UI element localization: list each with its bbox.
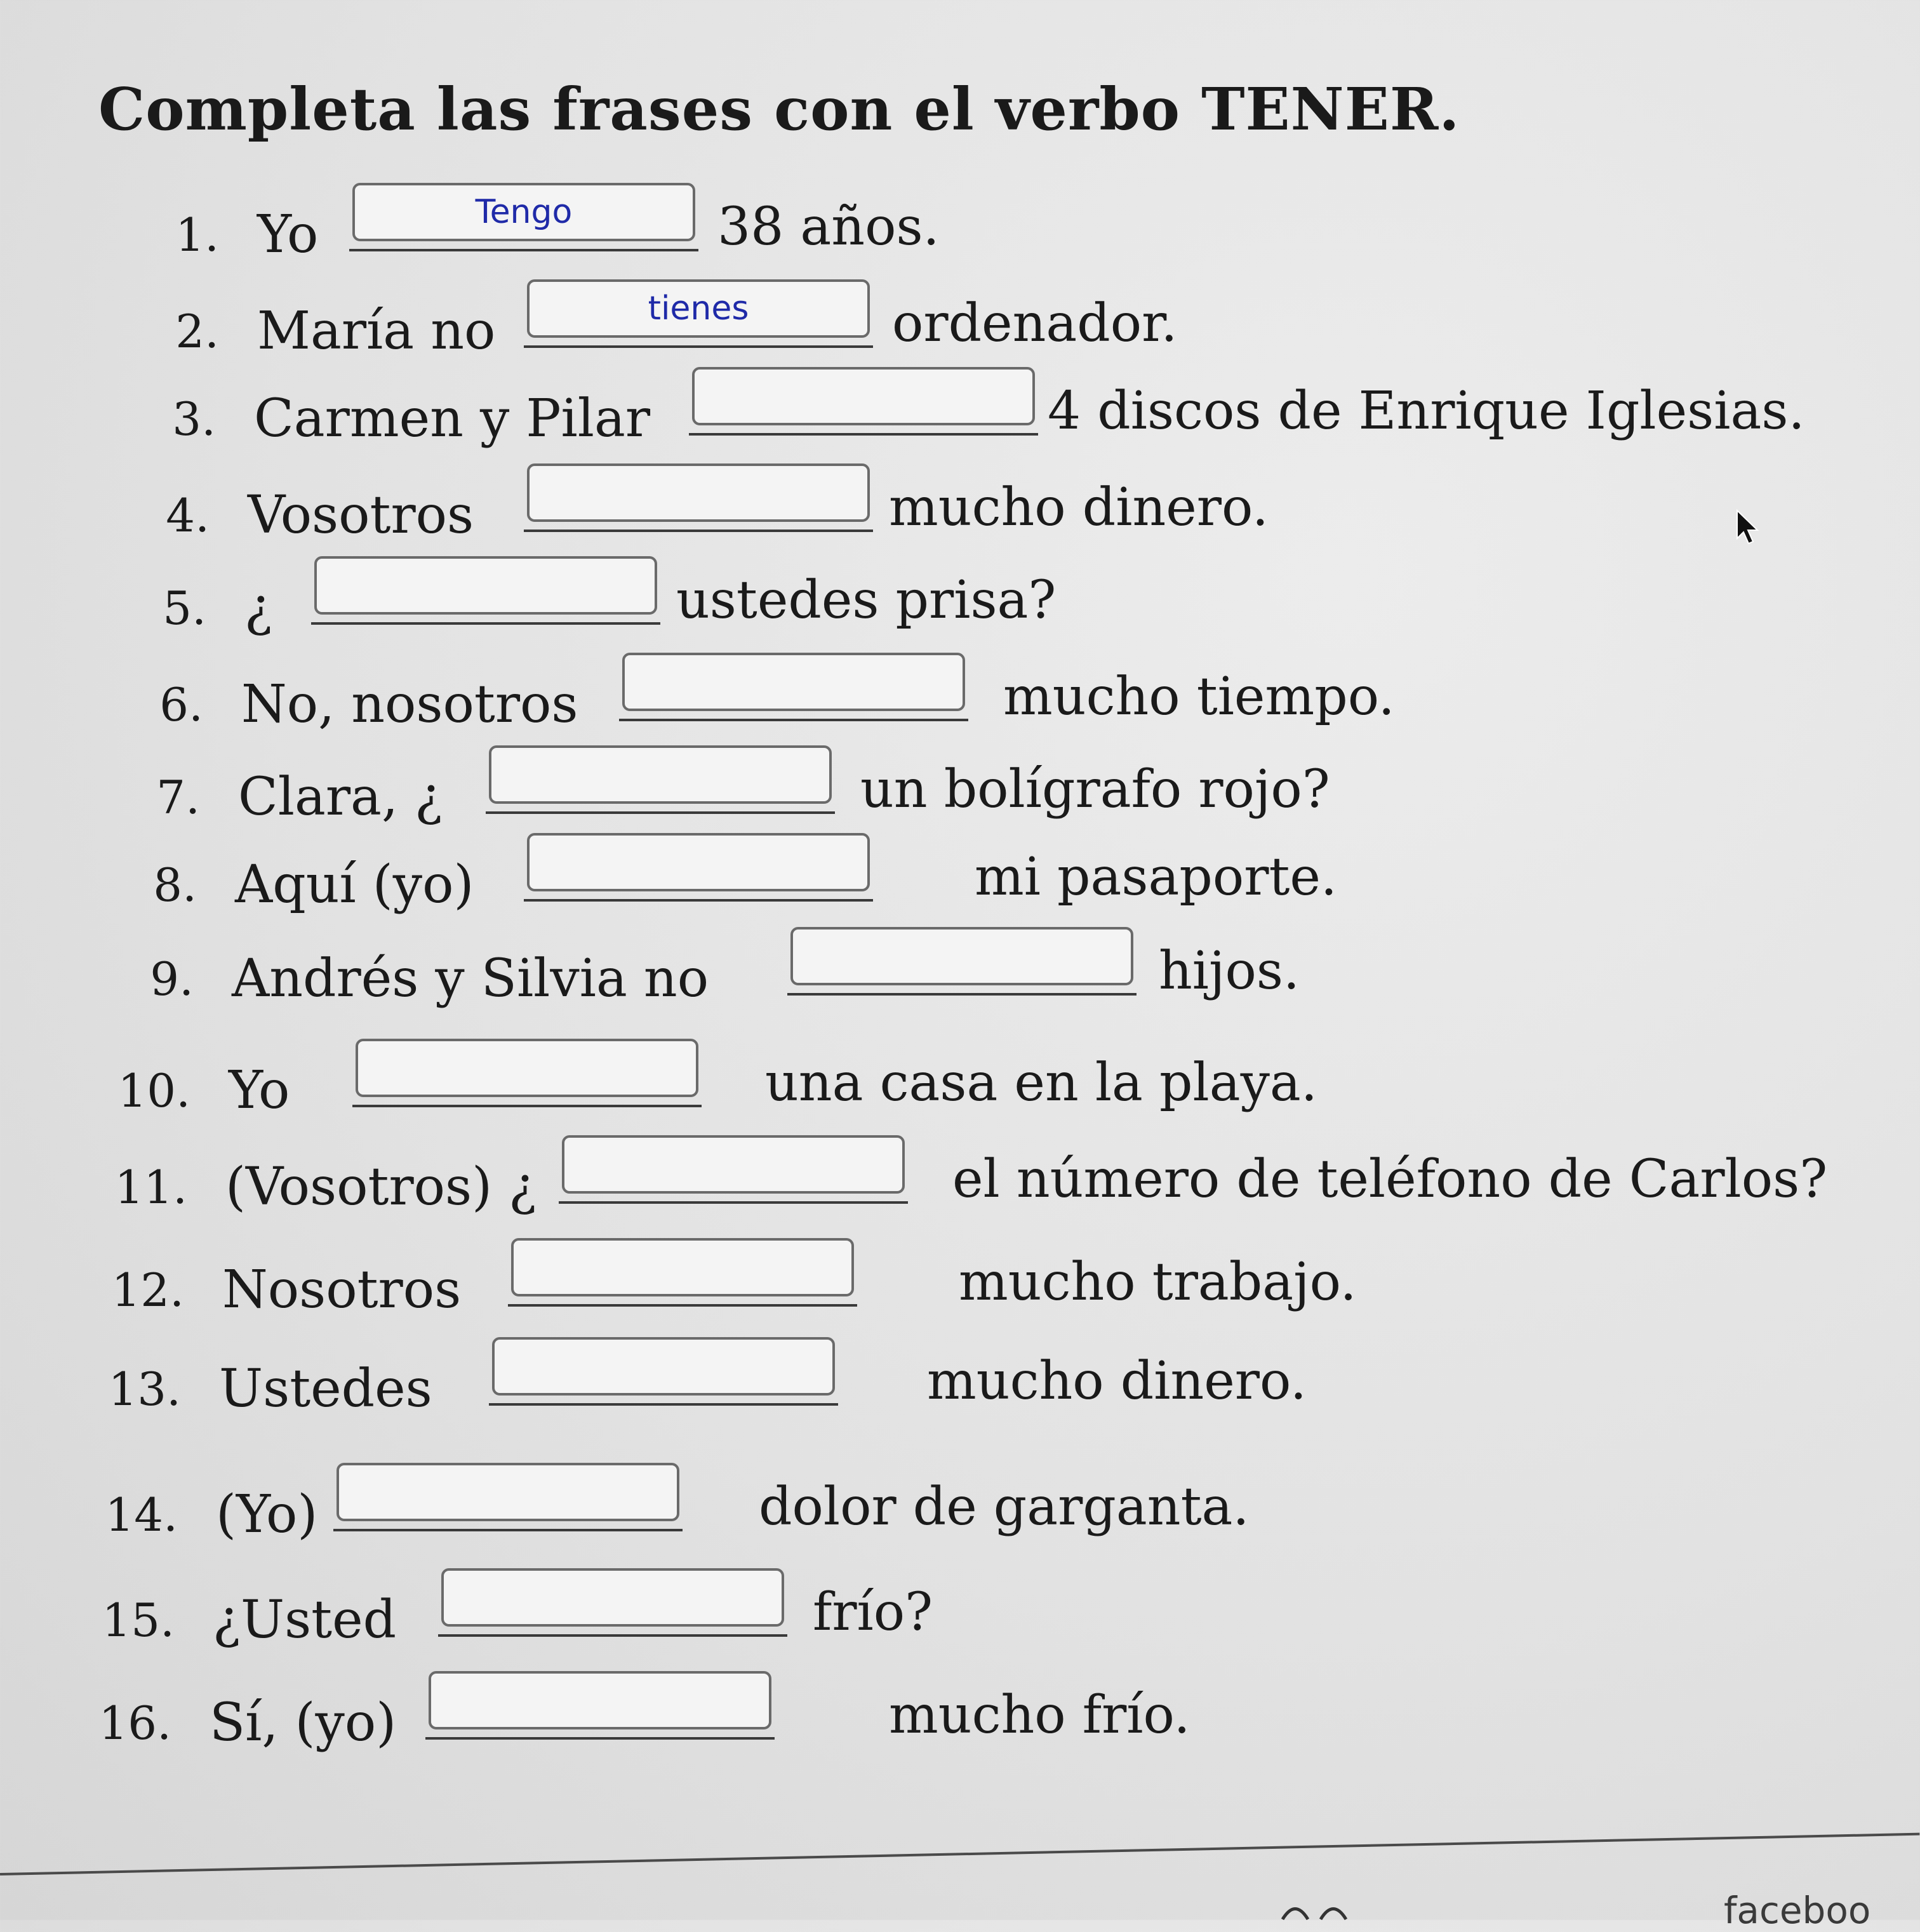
exercise-suffix: mucho dinero. — [889, 477, 1269, 538]
answer-underline — [438, 1634, 787, 1637]
answer-underline — [489, 1403, 838, 1406]
exercise-prefix: Nosotros — [222, 1260, 462, 1320]
answer-underline — [352, 1105, 702, 1107]
exercise-suffix: ordenador. — [892, 293, 1178, 354]
answer-field[interactable] — [562, 1135, 905, 1194]
exercise-suffix: ustedes prisa? — [676, 570, 1057, 630]
corner-facebook-text: faceboo — [1724, 1889, 1871, 1932]
exercise-suffix: mucho frío. — [889, 1685, 1190, 1745]
mouse-cursor-icon — [1733, 508, 1765, 546]
exercise-prefix: Yo — [229, 1060, 290, 1121]
answer-field[interactable] — [429, 1671, 771, 1729]
exercise-prefix: Sí, (yo) — [210, 1693, 397, 1753]
exercise-number: 1. — [175, 208, 219, 262]
answer-underline — [486, 811, 835, 814]
exercise-suffix: mi pasaporte. — [975, 847, 1337, 907]
exercise-prefix: María no — [257, 301, 496, 361]
answer-field[interactable] — [527, 833, 870, 891]
exercise-number: 16. — [98, 1696, 171, 1750]
exercise-suffix: el número de teléfono de Carlos? — [952, 1149, 1828, 1209]
answer-underline — [508, 1304, 857, 1307]
bottom-divider — [0, 1833, 1919, 1875]
exercise-number: 4. — [166, 489, 210, 542]
exercise-number: 12. — [111, 1263, 184, 1317]
answer-underline — [524, 530, 873, 532]
answer-underline — [333, 1529, 683, 1531]
exercise-suffix: mucho tiempo. — [1003, 667, 1395, 727]
answer-field[interactable] — [692, 367, 1035, 425]
exercise-suffix: 4 discos de Enrique Iglesias. — [1048, 381, 1805, 441]
exercise-prefix: Vosotros — [248, 485, 474, 545]
exercise-prefix: Andrés y Silvia no — [232, 949, 709, 1009]
answer-underline — [559, 1201, 908, 1204]
answer-underline — [311, 622, 660, 625]
answer-field[interactable] — [441, 1568, 784, 1627]
exercise-number: 2. — [175, 305, 219, 358]
answer-field[interactable] — [356, 1039, 698, 1097]
answer-underline — [349, 249, 698, 251]
exercise-suffix: dolor de garganta. — [759, 1477, 1250, 1537]
exercise-suffix: mucho trabajo. — [959, 1252, 1357, 1312]
answer-underline — [689, 433, 1038, 436]
exercise-prefix: No, nosotros — [241, 674, 578, 735]
answer-field[interactable] — [489, 745, 832, 804]
exercise-suffix: mucho dinero. — [927, 1351, 1307, 1411]
answer-field[interactable] — [511, 1238, 854, 1296]
exercise-number: 9. — [150, 952, 194, 1006]
answer-field[interactable] — [527, 463, 870, 522]
answer-field[interactable] — [337, 1463, 679, 1521]
exercise-prefix: Aquí (yo) — [235, 855, 474, 915]
partial-glyph-icon — [1276, 1895, 1390, 1921]
answer-field[interactable] — [527, 279, 870, 338]
answer-field[interactable] — [622, 653, 965, 711]
exercise-suffix: hijos. — [1159, 941, 1300, 1001]
exercise-prefix: Yo — [257, 204, 319, 265]
exercise-number: 13. — [108, 1362, 181, 1416]
answer-underline — [787, 993, 1137, 996]
answer-field[interactable] — [790, 927, 1133, 985]
answer-field[interactable] — [314, 556, 657, 615]
exercise-suffix: 38 años. — [717, 197, 940, 257]
exercise-suffix: un bolígrafo rojo? — [860, 759, 1330, 820]
answer-underline — [619, 719, 968, 721]
exercise-prefix: Ustedes — [219, 1359, 432, 1419]
exercise-number: 15. — [102, 1594, 175, 1647]
exercise-prefix: (Yo) — [216, 1484, 318, 1545]
exercise-prefix: (Vosotros) ¿ — [225, 1157, 537, 1217]
exercise-suffix: frío? — [813, 1582, 933, 1642]
answer-underline — [524, 899, 873, 902]
exercise-number: 6. — [159, 678, 203, 731]
exercise-number: 11. — [114, 1161, 187, 1214]
exercise-prefix: Clara, ¿ — [238, 767, 443, 827]
answer-field[interactable] — [492, 1337, 835, 1396]
exercise-number: 3. — [172, 392, 216, 446]
exercise-number: 7. — [156, 771, 200, 824]
exercise-prefix: ¿Usted — [213, 1590, 397, 1650]
exercise-number: 8. — [153, 858, 197, 912]
exercise-prefix: ¿ — [244, 578, 272, 638]
exercise-number: 14. — [105, 1488, 178, 1542]
exercise-number: 5. — [163, 582, 206, 635]
answer-field[interactable] — [352, 183, 695, 241]
exercise-number: 10. — [117, 1064, 190, 1117]
answer-underline — [524, 345, 873, 348]
answer-underline — [425, 1737, 775, 1740]
page-title: Completa las frases con el verbo TENER. — [98, 75, 1460, 143]
exercise-prefix: Carmen y Pilar — [254, 389, 651, 449]
exercise-suffix: una casa en la playa. — [765, 1053, 1317, 1113]
